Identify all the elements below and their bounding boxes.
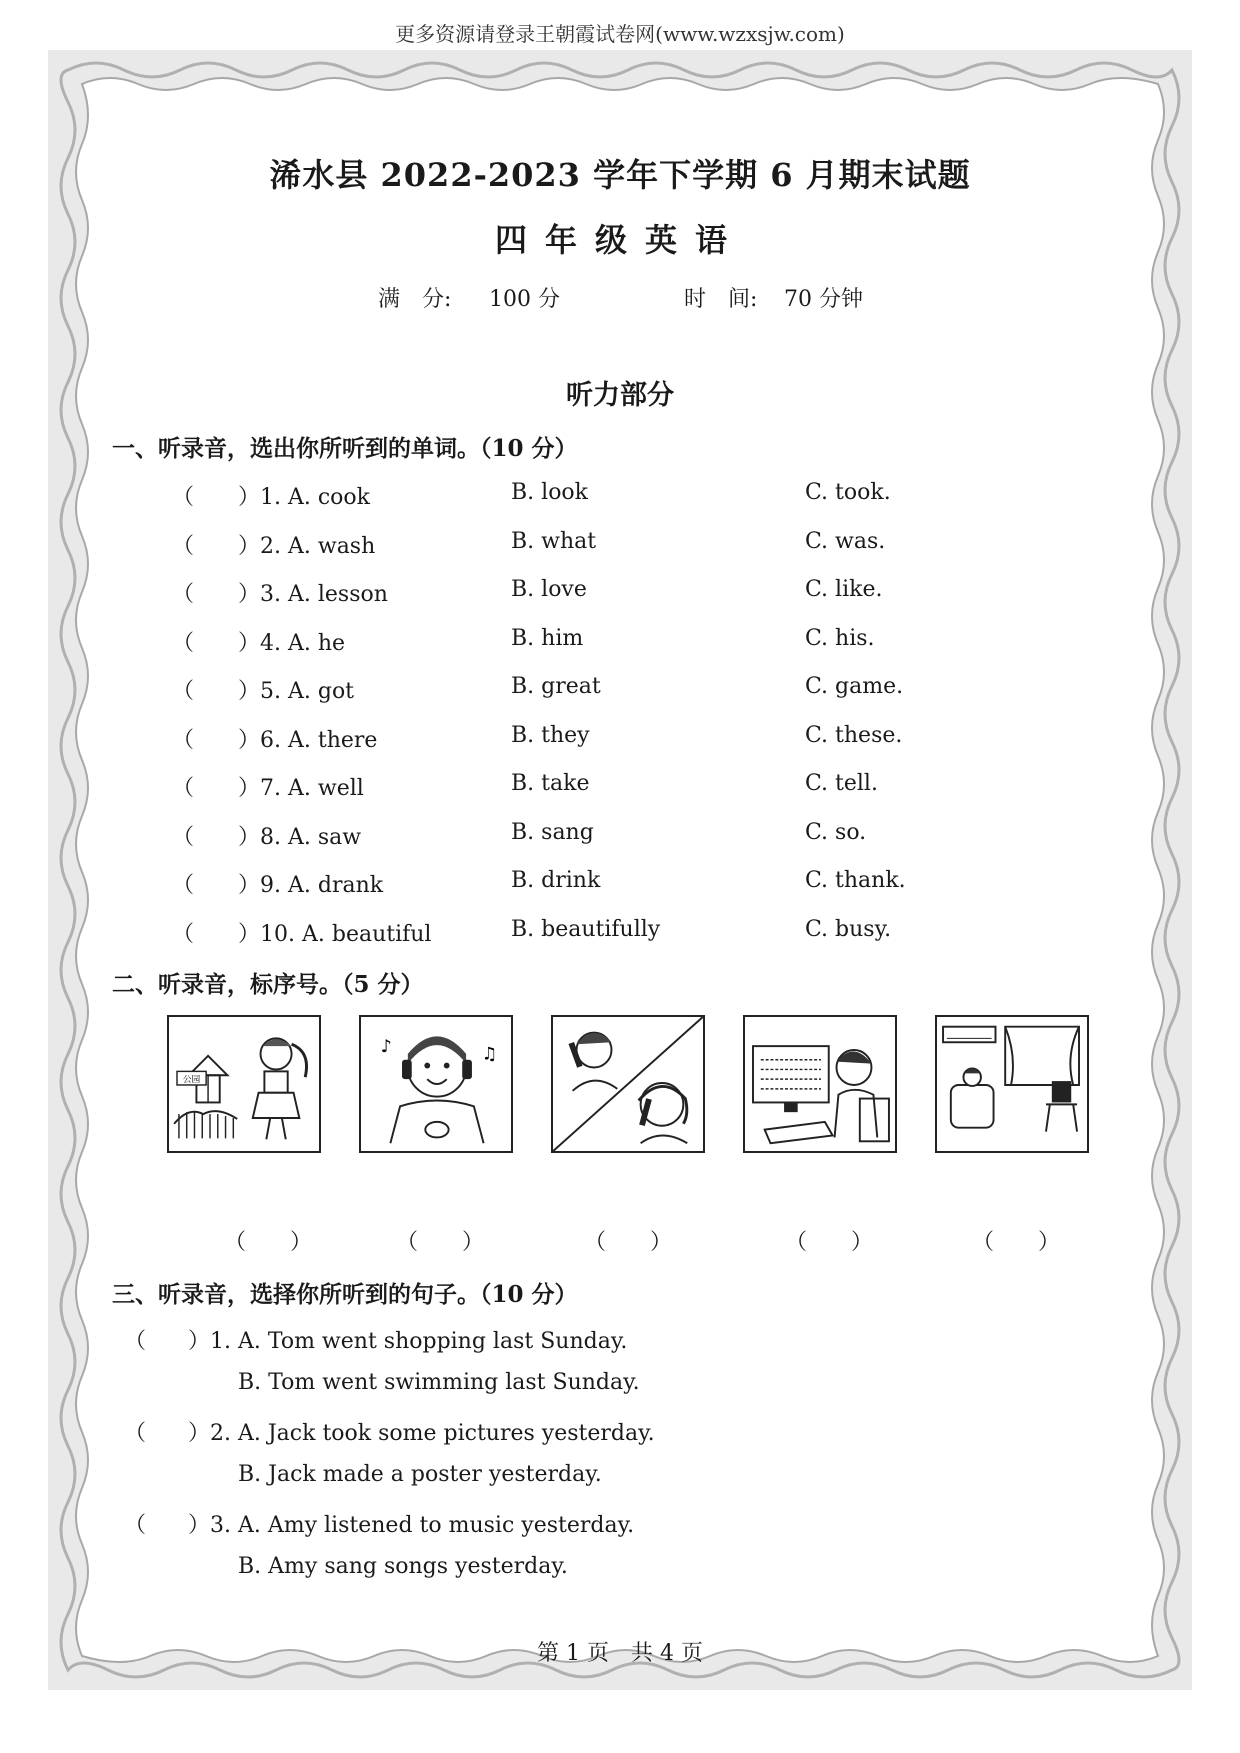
option-a: ）3. A. lesson: [238, 582, 388, 607]
answer-blank-pic-3[interactable]: （ ）: [584, 1230, 673, 1255]
option-a: ）9. A. drank: [238, 873, 384, 898]
sentence-option-a: ）1. A. Tom went shopping last Sunday.: [188, 1329, 628, 1354]
option-c: C. busy.: [805, 916, 892, 942]
option-b: B. take: [511, 771, 590, 796]
option-a: ）8. A. saw: [238, 824, 362, 850]
answer-blank[interactable]: （: [172, 824, 195, 850]
option-b: B. him: [511, 625, 584, 651]
option-b: B. beautifully: [511, 916, 661, 942]
answer-blank[interactable]: （: [172, 873, 195, 898]
music-note-icon: ♪: [380, 1036, 392, 1057]
sentence-option-a: ）3. A. Amy listened to music yesterday.: [188, 1513, 635, 1538]
option-c: C. so.: [805, 819, 867, 845]
answer-blank-pic-4[interactable]: （ ）: [785, 1230, 874, 1255]
picture-boy-computer: [743, 1015, 897, 1153]
answer-blank-pic-1[interactable]: （ ）: [224, 1230, 313, 1255]
answer-blank[interactable]: （: [172, 533, 195, 559]
sentence-option-a: ）2. A. Jack took some pictures yesterday.: [188, 1421, 655, 1446]
time-value: 70 分钟: [784, 287, 863, 312]
answer-blank[interactable]: （: [172, 582, 195, 607]
answer-blank-pic-2[interactable]: （ ）: [396, 1230, 485, 1255]
page-footer: 第 1 页 共 4 页: [537, 1641, 703, 1666]
option-c: C. thank.: [805, 868, 906, 893]
answer-blank[interactable]: （: [172, 485, 195, 510]
option-a: ）10. A. beautiful: [238, 921, 432, 947]
option-c: C. was.: [805, 528, 886, 554]
answer-blank-pic-5[interactable]: （ ）: [972, 1230, 1061, 1255]
sentence-option-b: B. Amy sang songs yesterday.: [238, 1554, 568, 1579]
option-a: ）5. A. got: [238, 679, 355, 704]
exam-subtitle: 四年级英语: [494, 221, 745, 259]
option-a: ）2. A. wash: [238, 533, 376, 559]
part1-heading: 一、听录音，选出你所听到的单词。（10 分）: [112, 435, 578, 462]
time-label: 时 间:: [684, 287, 758, 312]
picture-boy-watching-tv: [935, 1015, 1089, 1153]
option-c: C. game.: [805, 674, 904, 699]
option-c: C. tell.: [805, 771, 878, 796]
option-b: B. sang: [511, 819, 594, 845]
option-a: ）7. A. well: [238, 776, 364, 801]
picture-phone-call: [551, 1015, 705, 1153]
park-sign: 公园: [182, 1075, 201, 1086]
option-a: ）6. A. there: [238, 727, 378, 753]
part3-heading: 三、听录音，选择你所听到的句子。（10 分）: [112, 1281, 578, 1308]
part2-heading: 二、听录音，标序号。（5 分）: [112, 971, 424, 998]
option-b: B. love: [511, 577, 587, 602]
answer-blank[interactable]: （: [172, 630, 195, 656]
answer-blank[interactable]: （: [124, 1421, 147, 1446]
sentence-option-b: B. Jack made a poster yesterday.: [238, 1462, 602, 1487]
score-value: 100 分: [489, 287, 560, 312]
option-b: B. look: [511, 480, 589, 505]
option-c: C. took.: [805, 480, 891, 505]
option-a: ）4. A. he: [238, 630, 346, 656]
answer-blank[interactable]: （: [124, 1329, 147, 1354]
answer-blank[interactable]: （: [172, 776, 195, 801]
answer-blank[interactable]: （: [172, 679, 195, 704]
score-label: 满 分:: [378, 287, 452, 312]
option-b: B. great: [511, 674, 601, 699]
answer-blank[interactable]: （: [172, 727, 195, 753]
music-note-icon: ♫: [481, 1044, 498, 1065]
site-watermark: 更多资源请登录王朝霞试卷网(www.wzxsjw.com): [395, 22, 845, 46]
option-a: ）1. A. cook: [238, 485, 371, 510]
exam-title: 浠水县 2022-2023 学年下学期 6 月期末试题: [269, 156, 971, 194]
picture-girl-music: [359, 1015, 513, 1153]
option-c: C. like.: [805, 577, 883, 602]
option-c: C. these.: [805, 722, 903, 748]
sentence-option-b: B. Tom went swimming last Sunday.: [238, 1370, 640, 1395]
option-b: B. what: [511, 528, 597, 554]
listening-section-title: 听力部分: [566, 380, 674, 411]
picture-girl-park: [167, 1015, 321, 1153]
option-b: B. they: [511, 722, 590, 748]
answer-blank[interactable]: （: [172, 921, 195, 947]
option-c: C. his.: [805, 625, 875, 651]
option-b: B. drink: [511, 868, 601, 893]
answer-blank[interactable]: （: [124, 1513, 147, 1538]
